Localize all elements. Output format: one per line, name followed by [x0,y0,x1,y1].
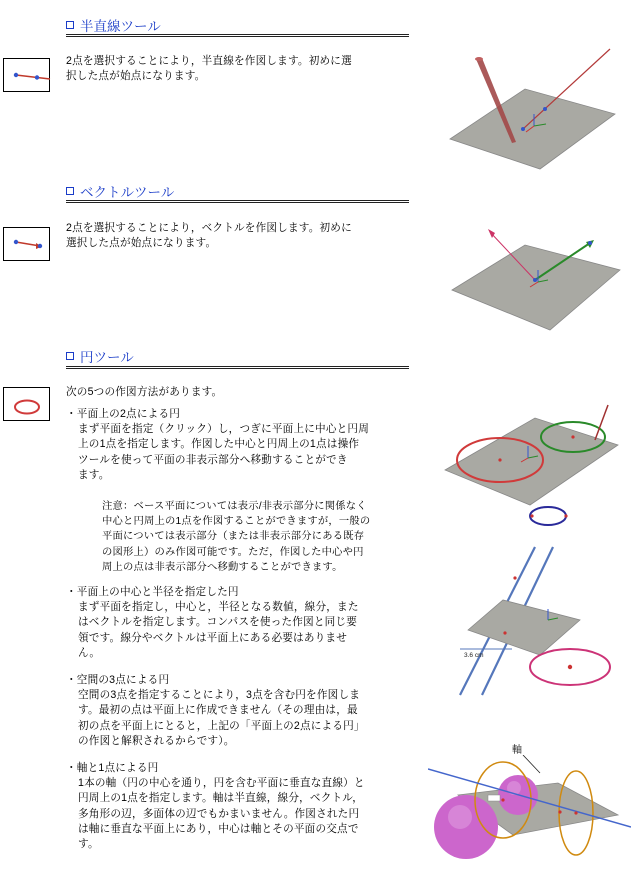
checkbox-bullet-icon [66,352,74,360]
circle-method-3: ・空間の3点による円 空間の3点を指定することにより，3点を含む円を作図しま す。最初の点は平面上に作成できません（その理由は，最 初の点を平面上にとると，上記の「平面上の2点による円」 の作図と解釈されるからです）。 [66,673,416,749]
vector-description: 2点を選択することにより，ベクトルを作図します。初めに 選択した点が始点になります。 [66,222,352,250]
circle-axis-point-illustration [428,755,631,867]
circle-tool-icon[interactable] [3,387,50,421]
ray-illustration [430,44,630,174]
circle-method-1: ・平面上の2点による円 まず平面を指定（クリック）し，つぎに平面上に中心と円周 上の1点を指定します。作図した中心と円周上の1点は操作 ツールを使って平面の非表示部分へ移動することができ ます。 [66,407,416,483]
method-title: ・平面上の中心と半径を指定した円 [66,586,239,598]
checkbox-bullet-icon [66,187,74,195]
segment-length-label: 3.6 cm [464,652,484,659]
heading-text: ベクトルツール [80,185,175,200]
axis-label: 軸 [512,745,522,756]
section-heading-vector [66,181,174,201]
heading-text: 円ツール [80,350,134,365]
circle-method-1-note: 注意：ベース平面については表示/非表示部分に関係なく 中心と円周上の1点を作図することができますが，一般の 平面については表示部分（または非表示部分にある既存 の図形上）のみ作図可能です。ただ，作図した中心や円 周上の点は非表示部分へ移動することができます。 [102,501,371,573]
circle-two-points-illustration [440,400,630,535]
vector-tool-icon[interactable] [3,227,50,261]
method-title: ・軸と1点による円 [66,762,159,774]
section-heading-ray [66,15,161,35]
method-title: ・空間の3点による円 [66,674,170,686]
heading-rule [66,200,409,203]
ray-tool-icon[interactable] [3,58,50,92]
circle-method-4: ・軸と1点による円 1本の軸（円の中心を通り，円を含む平面に垂直な直線）と 円周上の1点を指定します。軸は半直線，線分，ベクトル， 多角形の辺，多面体の辺でもかまいません。作図された円 は軸に垂直な平面上にあり，中心は軸とその平面の交点で す。 [66,761,416,852]
ray-description: 2点を選択することにより，半直線を作図します。初めに選 択した点が始点になります。 [66,55,352,83]
circle-intro: 次の5つの作図方法があります。 [66,386,223,398]
heading-text: 半直線ツール [80,19,161,34]
heading-rule [66,34,409,37]
circle-method-2: ・平面上の中心と半径を指定した円 まず平面を指定し，中心と，半径となる数値，線分，また はベクトルを指定します。コンパスを使った作図と同じ要 領です。線分やベクトルは平面上にある必要はありませ ん。 [66,585,416,661]
circle-center-radius-illustration [440,545,630,700]
heading-rule [66,366,409,369]
section-heading-circle [66,346,134,366]
method-title: ・平面上の2点による円 [66,408,181,420]
checkbox-bullet-icon [66,21,74,29]
vector-illustration [440,210,630,335]
